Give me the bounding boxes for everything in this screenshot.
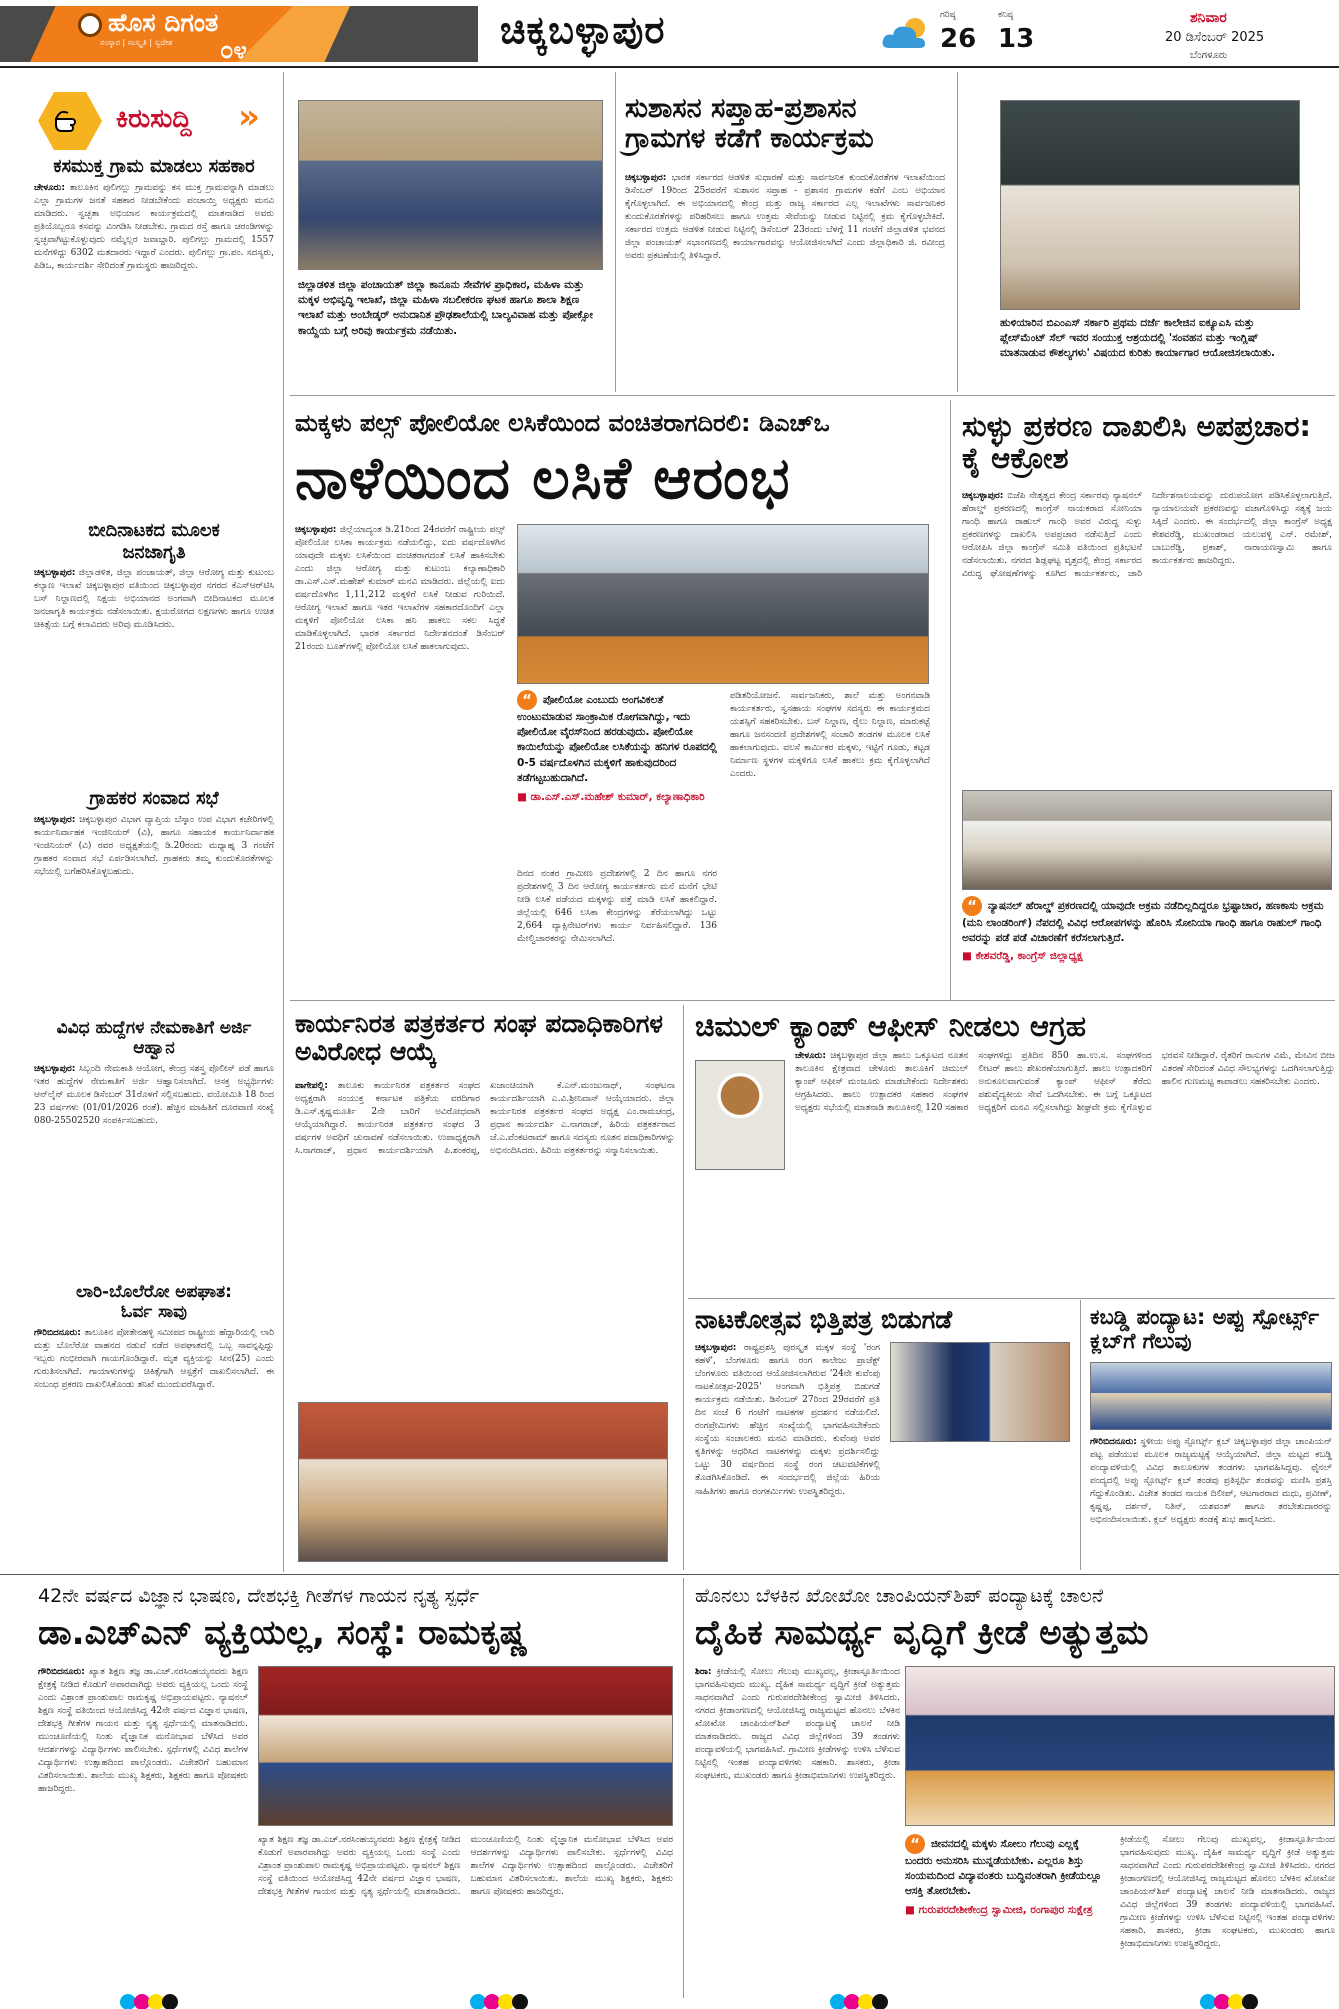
- quote-icon: “: [517, 690, 537, 710]
- pull-quote: [962, 896, 1332, 965]
- story-text: ತಾಲೂಕು ಕಾರ್ಯನಿರತ ಪತ್ರಕರ್ತರ ಸಂಘದ ಅಧ್ಯಕ್ಷರಾಗಿ ಸಂಯುಕ್ತ ಕರ್ನಾಟಕ ಪತ್ರಿಕೆಯ ವರದಿಗಾರ ಡಿ.ಎಸ್.ಕೃಷ್ಣಮೂರ್ತಿ 2ನೇ ಬಾರಿಗೆ ಅವಿರೋಧವಾಗಿ ಆಯ್ಕೆಯಾಗಿದ್ದಾರೆ. ಕಾರ್ಯನಿರತ ಪತ್ರಕರ್ತರ ಸಂಘದ 3 ವರ್ಷಗಳ ಅವಧಿಗೆ ಚುನಾವಣೆ ನಡೆಸಲಾಯಿತು. ಉಪಾಧ್ಯಕ್ಷರಾಗಿ ಸಿ.ನಾಗರಾಜ್, ಪ್ರಧಾನ ಕಾರ್ಯದರ್ಶಿಯಾಗಿ ಪಿ.ಶಂಕರಪ್ಪ, ಖಜಾಂಚಿಯಾಗಿ ಕೆ.ಎನ್.ಮಂಜುನಾಥ್, ಸಂಘಟನಾ ಕಾರ್ಯದರ್ಶಿಯಾಗಿ ಎ.ವಿ.ಶ್ರೀನಿವಾಸ್ ಆಯ್ಕೆಯಾದರು. ಜಿಲ್ಲಾ ಕಾರ್ಯನಿರತ ಪತ್ರಕರ್ತರ ಸಂಘದ ಅಧ್ಯಕ್ಷ ಎಂ.ರಾಮಚಂದ್ರ, ಪ್ರಧಾನ ಕಾರ್ಯದರ್ಶಿ ಎ.ನಾಗರಾಜ್, ಹಿರಿಯ ಪತ್ರಕರ್ತರಾದ ಜೆ.ಎ.ವೆಂಕಟರಾಮ್ ಹಾಗೂ ಸದಸ್ಯರು ನೂತನ ಪದಾಧಿಕಾರಿಗಳನ್ನು ಅಭಿನಂದಿಸಿದರು. ಹಿರಿಯ ಪತ್ರಕರ್ತರನ್ನು ಸನ್ಮಾನಿಸಲಾಯಿತು.: [295, 1081, 675, 1157]
- quote-author-name: ಕೇಶವರೆಡ್ಡಿ, ಕಾಂಗ್ರೆಸ್ ಜಿಲ್ಲಾಧ್ಯಕ್ಷ: [975, 950, 1083, 963]
- city-name: ಚಿಕ್ಕಬಳ್ಳಾಪುರ: [500, 8, 666, 52]
- story-body: [1090, 1436, 1332, 1566]
- black-dot: [1242, 1994, 1258, 2009]
- story-text: ಭಾರತ ಸರ್ಕಾರದ ಆಡಳಿತ ಸುಧಾರಣೆ ಮತ್ತು ಸಾರ್ವಜನಿಕ ಕುಂದುಕೊರತೆಗಳ ಇಲಾಖೆಯಿಂದ ಡಿಸೆಂಬರ್ 19ರಿಂದ 25ರವರೆಗೆ ಸುಶಾಸನ ಸಪ್ತಾಹ - ಪ್ರಶಾಸನ ಗ್ರಾಮಗಳ ಕಡೆಗೆ ಎಂಬ ಅಭಿಯಾನ ಕೈಗೊಳ್ಳಲಾಗಿದೆ. ಈ ಅಭಿಯಾನದಲ್ಲಿ ಕೇಂದ್ರ ಮತ್ತು ರಾಜ್ಯ ಸರ್ಕಾರದ ಎಲ್ಲ ಇಲಾಖೆಗಳು ಸಾರ್ವಜನಿಕರ ಕುಂದುಕೊರತೆಗಳನ್ನು ಪರಿಹರಿಸಲು ಹಾಗೂ ಉತ್ತಮ ಸೇವೆಯನ್ನು ನೀಡುವ ನಿಟ್ಟಿನಲ್ಲಿ ಕ್ರಮ ಕೈಗೊಳ್ಳಬೇಕಿದೆ. ಸರ್ಕಾರದ ಉತ್ತಮ ಆಡಳಿತ ನೀಡುವ ನಿಟ್ಟಿನಲ್ಲಿ ಡಿಸೆಂಬರ್ 23ರಂದು ಬೆಳಗ್ಗೆ 11 ಗಂಟೆಗೆ ಜಿಲ್ಲಾಡಳಿತ ಭವನದ ಜಿಲ್ಲಾ ಪಂಚಾಯತ್ ಸಭಾಂಗಣದಲ್ಲಿ ಕಾರ್ಯಾಗಾರವನ್ನು ಆಯೋಜಿಸಲಾಗಿದೆ ಎಂದು ಜಿಲ್ಲಾಧಿಕಾರಿ ಜಿ. ರವೀಂದ್ರ ಅವರು ಪ್ರಕಟಣೆಯಲ್ಲಿ ತಿಳಿಸಿದ್ದಾರೆ.: [625, 173, 945, 262]
- photo-workshop: [1000, 100, 1300, 310]
- masthead: [0, 0, 1339, 68]
- black-dot: [162, 1994, 178, 2009]
- max-temp: 26: [940, 24, 977, 54]
- story-body-continued: ಪಡಿತರಿಯೋಜನೆ. ಸಾರ್ವಜನಿಕರು, ಶಾಲೆ ಮತ್ತು ಅಂಗನವಾಡಿ ಕಾರ್ಯಕರ್ತರು, ಸ್ವಸಹಾಯ ಸಂಘಗಳ ಸದಸ್ಯರು ಈ ಕಾರ್ಯಕ್ರಮದ ಯಶಸ್ಸಿಗೆ ಸಹಕರಿಸಬೇಕು. ಬಸ್ ನಿಲ್ದಾಣ, ರೈಲು ನಿಲ್ದಾಣ, ಮಾರುಕಟ್ಟೆ ಹಾಗೂ ಜನಸಂದಣಿ ಪ್ರದೇಶಗಳಲ್ಲಿ ಸಂಚಾರಿ ತಂಡಗಳ ಮೂಲಕ ಲಸಿಕೆ ಹಾಕಲಾಗುವುದು. ವಲಸೆ ಕಾರ್ಮಿಕರ ಮಕ್ಕಳು, ಇಟ್ಟಿಗೆ ಗೂಡು, ಕಟ್ಟಡ ನಿರ್ಮಾಣ ಸ್ಥಳಗಳ ಮಕ್ಕಳಿಗೂ ಲಸಿಕೆ ಹಾಕಲು ಕ್ರಮ ಕೈಗೊಳ್ಳಲಾಗಿದೆ ಎಂದರು.: [730, 691, 930, 780]
- story-text: ಚಿಕ್ಕಬಳ್ಳಾಪುರ ಜಿಲ್ಲಾ ಹಾಲು ಒಕ್ಕೂಟದ ನೂತನ ತಾಲೂಕಿನ ಕ್ಷೇತ್ರವಾದ ಚೇಳೂರು ತಾಲೂಕಿಗೆ ಚಿಮುಲ್ ಕ್ಯಾಂಪ್ ಆಫೀಸ್ ಮಂಜೂರು ಮಾಡಬೇಕೆಂದು ನಿರ್ದೇಶಕರು ಆಗ್ರಹಿಸಿದರು. ಹಾಲು ಉತ್ಪಾದಕರ ಸಹಕಾರ ಸಂಘಗಳ ಅಧ್ಯಕ್ಷರು ಸಭೆಯಲ್ಲಿ ಮಾತನಾಡಿ ತಾಲೂಕಿನಲ್ಲಿ 120 ಸಹಕಾರ ಸಂಘಗಳಿದ್ದು ಪ್ರತಿದಿನ 850 ಹಾ.ಉ.ಸ. ಸಂಘಗಳಿಂದ ಲೀಟರ್ ಹಾಲು ಶೇಖರಣೆಯಾಗುತ್ತಿದೆ. ಹಾಲು ಉತ್ಪಾದಕರಿಗೆ ಅನುಕೂಲವಾಗುವಂತೆ ಕ್ಯಾಂಪ್ ಆಫೀಸ್ ತೆರೆದು ಪಶುವೈದ್ಯಕೀಯ ಸೇವೆ ಒದಗಿಸಬೇಕು. ಈ ಬಗ್ಗೆ ಒಕ್ಕೂಟದ ಅಧ್ಯಕ್ಷರಿಗೆ ಮನವಿ ಸಲ್ಲಿಸಲಾಗಿದ್ದು ಶೀಘ್ರವೇ ಕ್ರಮ ಕೈಗೊಳ್ಳುವ ಭರವಸೆ ನೀಡಿದ್ದಾರೆ. ರೈತರಿಗೆ ರಾಸುಗಳ ವಿಮೆ, ಮೇವಿನ ಬೀಜ ವಿತರಣೆ ಸೇರಿದಂತೆ ವಿವಿಧ ಸೌಲಭ್ಯಗಳನ್ನು ಒದಗಿಸಲಾಗುತ್ತಿದ್ದು ಹಾಲಿನ ಗುಣಮಟ್ಟ ಕಾಪಾಡಲು ಸಹಕರಿಸಬೇಕು ಎಂದರು.: [795, 1051, 1335, 1114]
- brief-dateline: ಚಿಕ್ಕಬಳ್ಳಾಪುರ:: [34, 1063, 76, 1074]
- black-dot: [512, 1994, 528, 2009]
- quote-author: ■ ಗುರುಪರದೇಶೀಕೇಂದ್ರ ಸ್ವಾಮೀಜಿ, ರಂಗಾಪುರ ಸುಕ್ಷೇತ್ರ: [905, 1903, 1093, 1916]
- photo-congress-protest: [962, 790, 1332, 890]
- brief-dateline: ಗೌರಿಬಿದನೂರು:: [34, 1327, 81, 1338]
- min-temp: 13: [998, 24, 1035, 54]
- quote-icon: “: [905, 1834, 925, 1854]
- story-body: [38, 1666, 248, 1996]
- row-rule: [290, 1000, 1335, 1001]
- dateline: ಚಿಕ್ಕಬಳ್ಳಾಪುರ:: [295, 525, 337, 535]
- dateline: ಪಾಗೇಪಲ್ಲಿ:: [295, 1081, 328, 1091]
- story-body-continued: ಕ್ರೀಡೆಯಲ್ಲಿ ಸೋಲು ಗೆಲುವು ಮುಖ್ಯವಲ್ಲ, ಕ್ರೀಡಾಸ್ಫೂರ್ತಿಯಿಂದ ಭಾಗವಹಿಸುವುದು ಮುಖ್ಯ. ದೈಹಿಕ ಸಾಮರ್ಥ್ಯ ವೃದ್ಧಿಗೆ ಕ್ರೀಡೆ ಅತ್ಯುತ್ತಮ ಸಾಧನವಾಗಿದೆ ಎಂದು ಗುರುಪರದೇಶೀಕೇಂದ್ರ ಸ್ವಾಮೀಜಿ ತಿಳಿಸಿದರು. ನಗರದ ಕ್ರೀಡಾಂಗಣದಲ್ಲಿ ಆಯೋಜಿಸಿದ್ದ ರಾಜ್ಯಮಟ್ಟದ ಹೊನಲು ಬೆಳಕಿನ ಖೋಖೋ ಚಾಂಪಿಯನ್‌ಶಿಪ್ ಪಂದ್ಯಾಟಕ್ಕೆ ಚಾಲನೆ ನೀಡಿ ಮಾತನಾಡಿದರು. ರಾಜ್ಯದ ವಿವಿಧ ಜಿಲ್ಲೆಗಳಿಂದ 39 ತಂಡಗಳು ಪಂದ್ಯಾವಳಿಯಲ್ಲಿ ಭಾಗವಹಿಸಿವೆ. ಗ್ರಾಮೀಣ ಕ್ರೀಡೆಗಳನ್ನು ಉಳಿಸಿ ಬೆಳೆಸುವ ನಿಟ್ಟಿನಲ್ಲಿ ಇಂತಹ ಪಂದ್ಯಾವಳಿಗಳು ಸಹಕಾರಿ. ಶಾಸಕರು, ಕ್ರೀಡಾ ಸಂಘಟಕರು, ಮುಖಂಡರು ಹಾಗೂ ಕ್ರೀಡಾಭಿಮಾನಿಗಳು ಉಪಸ್ಥಿತರಿದ್ದರು.: [1120, 1835, 1335, 1950]
- story-body: [295, 524, 505, 984]
- brief-title: ಬೀದಿನಾಟಕದ ಮೂಲಕ ಜನಜಾಗೃತಿ: [88, 520, 220, 563]
- column-rule: [283, 72, 284, 1572]
- story-body: [625, 172, 945, 382]
- photo-director-portrait: [695, 1060, 785, 1170]
- weather-cloud-icon: [877, 14, 937, 54]
- logo-tagline: ಸಂಸ್ಕಾರ | ಸಂಸ್ಕೃತಿ | ಸ್ವದೇಶ: [100, 38, 173, 47]
- brief-title: ವಿವಿಧ ಹುದ್ದೆಗಳ ನೇಮಕಾತಿಗೆ ಅರ್ಜಿ ಆಹ್ವಾನ: [56, 1018, 252, 1059]
- dateline: ಚೇಳೂರು:: [795, 1051, 826, 1061]
- dateline: ಗೌರಿಬಿದನೂರು:: [1090, 1437, 1137, 1447]
- edition: ಬೆಂಗಳೂರು: [1190, 50, 1228, 61]
- quote-text: ನ್ಯಾಷನಲ್ ಹೆರಾಲ್ಡ್ ಪ್ರಕರಣದಲ್ಲಿ ಯಾವುದೇ ಅಕ್ರಮ ನಡೆದಿಲ್ಲದಿದ್ದರೂ ಭ್ರಷ್ಟಾಚಾರ, ಹಣಕಾಸು ಅಕ್ರಮ (ಮನಿ ಲಾಂಡರಿಂಗ್) ನೆಪದಲ್ಲಿ ವಿವಿಧ ಆರೋಪಗಳನ್ನು ಹೊರಿಸಿ ಸೋನಿಯಾ ಗಾಂಧಿ ಹಾಗೂ ರಾಹುಲ್ ಗಾಂಧಿ ಅವರನ್ನು ಪಡೆ ಪಡೆ ವಿಚಾರಣೆಗೆ ಕರೆಸಲಾಗುತ್ತಿದೆ.: [962, 900, 1324, 945]
- headline-kho: ದೈಹಿಕ ಸಾಮರ್ಥ್ಯ ವೃದ್ಧಿಗೆ ಕ್ರೀಡೆ ಅತ್ಯುತ್ತಮ: [695, 1613, 1149, 1653]
- brief-title: ಗ್ರಾಹಕರ ಸಂವಾದ ಸಭೆ: [89, 788, 219, 809]
- page-number: ೦೪: [220, 36, 247, 64]
- registration-marks: [120, 1994, 180, 2008]
- hn-kicker: 42ನೇ ವರ್ಷದ ವಿಜ್ಞಾನ ಭಾಷಣ, ದೇಶಭಕ್ತಿ ಗೀತೆಗಳ ಗಾಯನ ನೃತ್ಯ ಸ್ಪರ್ಧೆ: [38, 1585, 480, 1607]
- brief-body: [34, 1063, 274, 1263]
- pointing-hand-icon: [52, 105, 88, 137]
- headline-chimul: ಚಿಮುಲ್ ಕ್ಯಾಂಪ್ ಆಫೀಸ್ ನೀಡಲು ಆಗ್ರಹ: [695, 1009, 1086, 1043]
- story-body: [695, 1666, 900, 1996]
- dateline: ಚಿಕ್ಕಬಳ್ಳಾಪುರ:: [962, 491, 1004, 501]
- registration-marks: [470, 1994, 530, 2008]
- photo-journalists-group: [298, 1402, 668, 1562]
- polio-headline: ನಾಳೆಯಿಂದ ಲಸಿಕೆ ಆರಂಭ: [295, 444, 791, 512]
- brief-item: [34, 1018, 274, 1263]
- kirusuddi-k1: ಕಿರು: [116, 104, 151, 134]
- pull-quote: [905, 1834, 1110, 1918]
- quote-author: ■ ಕೇಶವರೆಡ್ಡಿ, ಕಾಂಗ್ರೆಸ್ ಜಿಲ್ಲಾಧ್ಯಕ್ಷ: [962, 950, 1083, 963]
- brief-title: ಕಸಮುಕ್ತ ಗ್ರಾಮ ಮಾಡಲು ಸಹಕಾರ: [53, 156, 255, 177]
- photo-science-lecture: [258, 1666, 673, 1826]
- max-temp-label: ಗರಿಷ್ಠ: [940, 10, 956, 20]
- column-rule: [615, 72, 616, 392]
- dateline: ಶಿರಾ:: [695, 1667, 712, 1677]
- photo-awareness-program: [298, 100, 603, 270]
- column-rule: [683, 1005, 684, 1570]
- polio-kicker: ಮಕ್ಕಳು ಪಲ್ಸ್ ಪೋಲಿಯೋ ಲಸಿಕೆಯಿಂದ ವಂಚಿತರಾಗದಿರಲಿ: ಡಿಎಚ್ಒ: [295, 409, 830, 437]
- issue-date: 20 ಡಿಸೆಂಬರ್ 2025: [1165, 30, 1265, 45]
- headline-natakotsava: ನಾಟಕೋತ್ಸವ ಭಿತ್ತಿಪತ್ರ ಬಿಡುಗಡೆ: [695, 1305, 953, 1334]
- kirusuddi-badge: [38, 92, 270, 150]
- brief-item: [34, 1282, 274, 1557]
- photo-kabaddi-team: [1090, 1362, 1332, 1430]
- issue-day: ಶನಿವಾರ: [1190, 10, 1227, 26]
- brief-title: ಲಾರಿ-ಬೊಲೆರೋ ಅಪಘಾತ: ಓರ್ವ ಸಾವು: [76, 1282, 232, 1323]
- brief-item: [34, 520, 274, 772]
- kirusuddi-title: [116, 104, 191, 135]
- quote-author-name: ಡಾ.ಎಸ್.ಎಸ್.ಮಹೇಶ್ ಕುಮಾರ್, ಕಲ್ಯಾಣಾಧಿಕಾರಿ: [530, 791, 705, 804]
- photo-caption: ಹುಳಿಯಾರಿನ ಬಿಎಂಎಸ್ ಸರ್ಕಾರಿ ಪ್ರಥಮ ದರ್ಜೆ ಕಾಲೇಜಿನ ಐಕ್ಯೂಎಸಿ ಮತ್ತು ಪ್ಲೇಸ್‌ಮೆಂಟ್ ಸೆಲ್ ಇವರ ಸಂಯುಕ್ತ ಆಶ್ರಯದಲ್ಲಿ 'ಸಂವಹನ ಮತ್ತು ಇಂಗ್ಲಿಷ್ ಮಾತನಾಡುವ ಕೌಶಲ್ಯಗಳು' ವಿಷಯದ ಕುರಿತು ಕಾರ್ಯಾಗಾರ ಆಯೋಜಿಸಲಾಯಿತು.: [1000, 317, 1276, 360]
- black-dot: [872, 1994, 888, 2009]
- story-body-continued: ಖ್ಯಾತ ಶಿಕ್ಷಣ ತಜ್ಞ ಡಾ.ಎಚ್.ನರಸಿಂಹಯ್ಯನವರು ಶಿಕ್ಷಣ ಕ್ಷೇತ್ರಕ್ಕೆ ನೀಡಿದ ಕೊಡುಗೆ ಅಪಾರವಾಗಿದ್ದು ಅವರು ವ್ಯಕ್ತಿಯಲ್ಲ ಒಂದು ಸಂಸ್ಥೆ ಎಂದು ವಿಶ್ರಾಂತ ಪ್ರಾಂಶುಪಾಲ ರಾಮಕೃಷ್ಣ ಅಭಿಪ್ರಾಯಪಟ್ಟರು. ನ್ಯಾಷನಲ್ ಶಿಕ್ಷಣ ಸಂಸ್ಥೆ ವತಿಯಿಂದ ಆಯೋಜಿಸಿದ್ದ 42ನೇ ವರ್ಷದ ವಿಜ್ಞಾನ ಭಾಷಣ, ದೇಶಭಕ್ತಿ ಗೀತೆಗಳ ಗಾಯನ ಮತ್ತು ನೃತ್ಯ ಸ್ಪರ್ಧೆಯಲ್ಲಿ ಮಾತನಾಡಿದರು. ಮುಂಚೂಣಿಯಲ್ಲಿ ನಿಂತು ವೈಜ್ಞಾನಿಕ ಮನೋಭಾವ ಬೆಳೆಸಿದ ಅವರ ಆದರ್ಶಗಳನ್ನು ವಿದ್ಯಾರ್ಥಿಗಳು ಪಾಲಿಸಬೇಕು. ಸ್ಪರ್ಧೆಗಳಲ್ಲಿ ವಿವಿಧ ಶಾಲೆಗಳ ವಿದ್ಯಾರ್ಥಿಗಳು ಉತ್ಸಾಹದಿಂದ ಪಾಲ್ಗೊಂಡರು. ವಿಜೇತರಿಗೆ ಬಹುಮಾನ ವಿತರಿಸಲಾಯಿತು. ಶಾಲೆಯ ಮುಖ್ಯ ಶಿಕ್ಷಕರು, ಶಿಕ್ಷಕರು ಹಾಗೂ ಪೋಷಕರು ಹಾಜರಿದ್ದರು.: [258, 1835, 673, 1898]
- brief-dateline: ಚಿಕ್ಕಬಳ್ಳಾಪುರ:: [34, 814, 76, 825]
- story-body: [962, 490, 1332, 786]
- quote-author: ■ ಡಾ.ಎಸ್.ಎಸ್.ಮಹೇಶ್ ಕುಮಾರ್, ಕಲ್ಯಾಣಾಧಿಕಾರಿ: [517, 791, 705, 804]
- story-text: ಸ್ಥಳೀಯ ಅಪ್ಪು ಸ್ಪೋರ್ಟ್ಸ್ ಕ್ಲಬ್ ಚಿಕ್ಕಬಳ್ಳಾಪುರ ಜಿಲ್ಲಾ ಚಾಂಪಿಯನ್ ಪಟ್ಟ ಪಡೆಯುವ ಮೂಲಕ ರಾಜ್ಯಮಟ್ಟಕ್ಕೆ ಆಯ್ಕೆಯಾಗಿದೆ. ಜಿಲ್ಲಾ ಮಟ್ಟದ ಕಬಡ್ಡಿ ಪಂದ್ಯಾವಳಿಯಲ್ಲಿ ವಿವಿಧ ತಾಲೂಕುಗಳ ತಂಡಗಳು ಭಾಗವಹಿಸಿದ್ದವು. ಫೈನಲ್ ಪಂದ್ಯದಲ್ಲಿ ಅಪ್ಪು ಸ್ಪೋರ್ಟ್ಸ್ ಕ್ಲಬ್ ತಂಡವು ಪ್ರತಿಸ್ಪರ್ಧಿ ತಂಡವನ್ನು ಮಣಿಸಿ ಪ್ರಶಸ್ತಿ ಗೆದ್ದುಕೊಂಡಿತು. ವಿಜೇತ ತಂಡದ ನಾಯಕ ದಿಲೀಪ್, ಆಟಗಾರರಾದ ಮಧು, ಪ್ರವೀಣ್, ಕೃಷ್ಣಪ್ಪ, ದರ್ಶನ್, ನಿತಿನ್, ಯಶವಂತ್ ಹಾಗೂ ತರಬೇತುದಾರರನ್ನು ಅಭಿನಂದಿಸಲಾಯಿತು. ಕ್ಲಬ್ ಅಧ್ಯಕ್ಷರು ತಂಡಕ್ಕೆ ಶುಭ ಹಾರೈಸಿದರು.: [1090, 1437, 1332, 1526]
- brief-text: ಸಿಬ್ಬಂದಿ ನೇಮಕಾತಿ ಆಯೋಗ, ಕೇಂದ್ರ ಸಶಸ್ತ್ರ ಪೊಲೀಸ್ ಪಡೆ ಹಾಗೂ ಇತರ ಹುದ್ದೆಗಳ ನೇಮಕಾತಿಗೆ ಅರ್ಜಿ ಆಹ್ವಾನಿಸಲಾಗಿದೆ. ಆಸಕ್ತ ಅಭ್ಯರ್ಥಿಗಳು ಆನ್‌ಲೈನ್ ಮೂಲಕ ಡಿಸೆಂಬರ್ 31ರೊಳಗೆ ಸಲ್ಲಿಸಬಹುದು. ವಯೋಮಿತಿ 18 ರಿಂದ 23 ವರ್ಷಗಳು (01/01/2026 ರಂತೆ). ಹೆಚ್ಚಿನ ಮಾಹಿತಿಗೆ ದೂರವಾಣಿ ಸಂಖ್ಯೆ 080-25502520 ಸಂಪರ್ಕಿಸಬಹುದು.: [34, 1063, 274, 1126]
- row-rule: [290, 395, 1335, 396]
- photo-caption: ಜಿಲ್ಲಾಡಳಿತ ಜಿಲ್ಲಾ ಪಂಚಾಯತ್ ಜಿಲ್ಲಾ ಕಾನೂನು ಸೇವೆಗಳ ಪ್ರಾಧಿಕಾರ, ಮಹಿಳಾ ಮತ್ತು ಮಕ್ಕಳ ಅಭಿವೃದ್ಧಿ ಇಲಾಖೆ, ಜಿಲ್ಲಾ ಮಹಿಳಾ ಸಬಲೀಕರಣ ಘಟಕ ಹಾಗೂ ಶಾಲಾ ಶಿಕ್ಷಣ ಇಲಾಖೆ ಮತ್ತು ಅಂಬೇಡ್ಕರ್ ಅನುದಾನಿತ ಪ್ರೌಢಶಾಲೆಯಲ್ಲಿ ಬಾಲ್ಯವಿವಾಹ ಮತ್ತು ಪೋಕ್ಸೋ ಕಾಯ್ದೆಯ ಬಗ್ಗೆ ಅರಿವು ಕಾರ್ಯಕ್ರಮ ನಡೆಯಿತು.: [298, 279, 593, 337]
- registration-marks: [1200, 1994, 1260, 2008]
- brief-body: [34, 567, 274, 772]
- headline-hn: ಡಾ.ಎಚ್ಎನ್ ವ್ಯಕ್ತಿಯಲ್ಲ, ಸಂಸ್ಥೆ: ರಾಮಕೃಷ್ಣ: [38, 1613, 528, 1653]
- masthead-rule: [0, 66, 1339, 68]
- brief-text: ಚಿಕ್ಕಬಳ್ಳಾಪುರ ವಿಭಾಗ ವ್ಯಾಪ್ತಿಯ ಬೆಸ್ಕಾಂ ಉಪ ವಿಭಾಗ ಕಚೇರಿಗಳಲ್ಲಿ ಕಾರ್ಯನಿರ್ವಾಹಕ ಇಂಜಿನಿಯರ್ (ವಿ), ಹಾಗೂ ಸಹಾಯಕ ಕಾರ್ಯನಿರ್ವಾಹಕ ಇಂಜಿನಿಯರ್ (ವಿ) ರವರ ಅಧ್ಯಕ್ಷತೆಯಲ್ಲಿ ಡಿ.20ರಂದು ಮಧ್ಯಾಹ್ನ 3 ಗಂಟೆಗೆ ಗ್ರಾಹಕರ ಸಂವಾದ ಸಭೆ ಏರ್ಪಡಿಸಲಾಗಿದೆ. ಗ್ರಾಹಕರು ತಮ್ಮ ಕುಂದುಕೊರತೆಗಳನ್ನು ಸಭೆಯಲ್ಲಿ ಬಗೆಹರಿಸಿಕೊಳ್ಳಬಹುದು.: [34, 814, 274, 877]
- photo-poster-release: [890, 1342, 1070, 1442]
- quote-icon: “: [962, 896, 982, 916]
- min-temp-label: ಕನಿಷ್ಠ: [998, 10, 1014, 20]
- headline-text: ಸುಳ್ಳು ಪ್ರಕರಣ ದಾಖಲಿಸಿ ಅಪಪ್ರಚಾರ: ಕೈ ಆಕ್ರೋಶ: [962, 409, 1312, 476]
- brief-text: ತಾಲೂಕಿನ ಪೋತೇನಹಳ್ಳಿ ಸಮೀಪದ ರಾಷ್ಟ್ರೀಯ ಹೆದ್ದಾರಿಯಲ್ಲಿ ಲಾರಿ ಮತ್ತು ಬೊಲೆರೋ ವಾಹನದ ನಡುವೆ ನಡೆದ ಅಪಘಾತದಲ್ಲಿ ಒಬ್ಬ ಸಾವನ್ನಪ್ಪಿದ್ದು ಇಬ್ಬರು ಗಂಭೀರವಾಗಿ ಗಾಯಗೊಂಡಿದ್ದಾರೆ. ಮೃತ ವ್ಯಕ್ತಿಯನ್ನು ಸೀನ(25) ಎಂದು ಗುರುತಿಸಲಾಗಿದೆ. ಗಾಯಾಳುಗಳನ್ನು ಚಿಕಿತ್ಸೆಗಾಗಿ ಆಸ್ಪತ್ರೆಗೆ ದಾಖಲಿಸಲಾಗಿದೆ. ಈ ಸಂಬಂಧ ಪ್ರಕರಣ ದಾಖಲಿಸಿಕೊಂಡು ತನಿಖೆ ಮುಂದುವರೆಸಿದ್ದಾರೆ.: [34, 1327, 274, 1390]
- photo-polio-launch: [517, 524, 929, 684]
- chevron-right-icon: »: [238, 97, 260, 137]
- brief-dateline: ಚಿಕ್ಕಬಳ್ಳಾಪುರ:: [34, 568, 76, 579]
- story-body-continued: ದಿನದ ನಂತರ ಗ್ರಾಮೀಣ ಪ್ರದೇಶಗಳಲ್ಲಿ 2 ದಿನ ಹಾಗೂ ನಗರ ಪ್ರದೇಶಗಳಲ್ಲಿ 3 ದಿನ ಆರೋಗ್ಯ ಕಾರ್ಯಕರ್ತರು ಮನೆ ಮನೆಗೆ ಭೇಟಿ ನೀಡಿ ಲಸಿಕೆ ಪಡೆಯದ ಮಕ್ಕಳನ್ನು ಪತ್ತೆ ಮಾಡಿ ಲಸಿಕೆ ಹಾಕಲಿದ್ದಾರೆ. ಜಿಲ್ಲೆಯಲ್ಲಿ 646 ಲಸಿಕಾ ಕೇಂದ್ರಗಳನ್ನು ತೆರೆಯಲಾಗಿದ್ದು ಒಟ್ಟು 2,664 ವ್ಯಾಕ್ಸಿನೇಟರ್‌ಗಳು ಕಾರ್ಯ ನಿರ್ವಹಿಸಲಿದ್ದಾರೆ. 136 ಮೇಲ್ವಿಚಾರಕರನ್ನು ನೇಮಿಸಲಾಗಿದೆ.: [517, 869, 717, 945]
- story-body: [695, 1342, 880, 1562]
- story-text: ರಾಷ್ಟ್ರಪ್ರಶಸ್ತಿ ಪುರಸ್ಕೃತ ಮಕ್ಕಳ ಸಂಸ್ಥೆ 'ರಂಗ ಕಹಳೆ', ಬೆಂಗಳೂರು ಹಾಗೂ ರಂಗ ಕಾಲೇಜು ಪ್ರಾಜೆಕ್ಟ್ ಬೆಂಗಳೂರು ವತಿಯಿಂದ ಆಯೋಜಿಸಲಾಗಿರುವ '24ನೇ ಕುವೆಂಪು ನಾಟಕೋತ್ಸವ-2025' ಅಂಗವಾಗಿ ಭಿತ್ತಿಪತ್ರ ಬಿಡುಗಡೆ ಕಾರ್ಯಕ್ರಮ ನಡೆಯಿತು. ಡಿಸೆಂಬರ್ 27ರಿಂದ 29ರವರೆಗೆ ಪ್ರತಿ ದಿನ ಸಂಜೆ 6 ಗಂಟೆಗೆ ನಾಟಕಗಳ ಪ್ರದರ್ಶನ ನಡೆಯಲಿದೆ. ರಂಗಪ್ರೇಮಿಗಳು ಹೆಚ್ಚಿನ ಸಂಖ್ಯೆಯಲ್ಲಿ ಭಾಗವಹಿಸಬೇಕೆಂದು ಸಂಸ್ಥೆಯ ಸಂಚಾಲಕರು ಮನವಿ ಮಾಡಿದರು. ಕುವೆಂಪು ಅವರ ಕೃತಿಗಳನ್ನು ಆಧರಿಸಿದ ನಾಟಕಗಳನ್ನು ಮಕ್ಕಳು ಪ್ರದರ್ಶಿಸಲಿದ್ದು ಒಟ್ಟು 30 ವರ್ಷದಿಂದ ಸಂಸ್ಥೆ ರಂಗ ಚಟುವಟಿಕೆಗಳಲ್ಲಿ ತೊಡಗಿಸಿಕೊಂಡಿದೆ. ಈ ಸಂದರ್ಭದಲ್ಲಿ ಜಿಲ್ಲೆಯ ಹಿರಿಯ ಸಾಹಿತಿಗಳು ಹಾಗೂ ರಂಗಕರ್ಮಿಗಳು ಉಪಸ್ಥಿತರಿದ್ದರು.: [695, 1343, 880, 1497]
- story-text: ಕ್ರೀಡೆಯಲ್ಲಿ ಸೋಲು ಗೆಲುವು ಮುಖ್ಯವಲ್ಲ, ಕ್ರೀಡಾಸ್ಫೂರ್ತಿಯಿಂದ ಭಾಗವಹಿಸುವುದು ಮುಖ್ಯ. ದೈಹಿಕ ಸಾಮರ್ಥ್ಯ ವೃದ್ಧಿಗೆ ಕ್ರೀಡೆ ಅತ್ಯುತ್ತಮ ಸಾಧನವಾಗಿದೆ ಎಂದು ಗುರುಪರದೇಶೀಕೇಂದ್ರ ಸ್ವಾಮೀಜಿ ತಿಳಿಸಿದರು. ನಗರದ ಕ್ರೀಡಾಂಗಣದಲ್ಲಿ ಆಯೋಜಿಸಿದ್ದ ರಾಜ್ಯಮಟ್ಟದ ಹೊನಲು ಬೆಳಕಿನ ಖೋಖೋ ಚಾಂಪಿಯನ್‌ಶಿಪ್ ಪಂದ್ಯಾಟಕ್ಕೆ ಚಾಲನೆ ನೀಡಿ ಮಾತನಾಡಿದರು. ರಾಜ್ಯದ ವಿವಿಧ ಜಿಲ್ಲೆಗಳಿಂದ 39 ತಂಡಗಳು ಪಂದ್ಯಾವಳಿಯಲ್ಲಿ ಭಾಗವಹಿಸಿವೆ. ಗ್ರಾಮೀಣ ಕ್ರೀಡೆಗಳನ್ನು ಉಳಿಸಿ ಬೆಳೆಸುವ ನಿಟ್ಟಿನಲ್ಲಿ ಇಂತಹ ಪಂದ್ಯಾವಳಿಗಳು ಸಹಕಾರಿ. ಶಾಸಕರು, ಕ್ರೀಡಾ ಸಂಘಟಕರು, ಮುಖಂಡರು ಹಾಗೂ ಕ್ರೀಡಾಭಿಮಾನಿಗಳು ಉಪಸ್ಥಿತರಿದ್ದರು.: [695, 1667, 900, 1782]
- brief-text: ಜಿಲ್ಲಾಡಳಿತ, ಜಿಲ್ಲಾ ಪಂಚಾಯತ್, ಜಿಲ್ಲಾ ಆರೋಗ್ಯ ಮತ್ತು ಕುಟುಂಬ ಕಲ್ಯಾಣ ಇಲಾಖೆ ಚಿಕ್ಕಬಳ್ಳಾಪುರ ವತಿಯಿಂದ ಚಿಕ್ಕಬಳ್ಳಾಪುರ ನಗರದ ಕೆಎಸ್ಆರ್‌ಟಿಸಿ ಬಸ್ ನಿಲ್ದಾಣದಲ್ಲಿ ನಿಕ್ಷಯ ಅಭಿಯಾನದ ಅಂಗವಾಗಿ ಬೀದಿನಾಟಕದ ಮೂಲಕ ಜನಜಾಗೃತಿ ಕಾರ್ಯಕ್ರಮ ನಡೆಸಲಾಯಿತು. ಕ್ಷಯರೋಗದ ಲಕ್ಷಣಗಳು ಹಾಗೂ ಉಚಿತ ಚಿಕಿತ್ಸೆಯ ಬಗ್ಗೆ ಕಲಾವಿದರು ಅರಿವು ಮೂಡಿಸಿದರು.: [34, 568, 274, 631]
- pull-quote: [517, 690, 717, 805]
- logo: ಹೊಸ ದಿಗಂತ: [108, 8, 219, 37]
- column-rule: [950, 400, 951, 1000]
- column-rule: [683, 1578, 684, 1998]
- brief-item: [34, 788, 274, 1034]
- brief-dateline: ಚೇಳೂರು:: [34, 182, 65, 193]
- quote-text: ಜೀವನದಲ್ಲಿ ಮಕ್ಕಳು ಸೋಲು ಗೆಲುವು ಎಲ್ಲಕ್ಕೆ ಬಂದರು ಅನುಸರಿಸಿ ಮುನ್ನಡೆಯಬೇಕು. ಎಲ್ಲರೂ ಶಿಸ್ತು ಸಂಯಮದಿಂದ ವಿದ್ಯಾವಂತರು ಬುದ್ಧಿವಂತರಾಗಿ ಕ್ರೀಡೆಯಲ್ಲೂ ಆಸಕ್ತಿ ತೋರಬೇಕು.: [905, 1838, 1102, 1898]
- brief-body: [34, 1327, 274, 1557]
- kho-kicker: ಹೊನಲು ಬೆಳಕಿನ ಖೋಖೋ ಚಾಂಪಿಯನ್‌ಶಿಪ್ ಪಂದ್ಯಾಟಕ್ಕೆ ಚಾಲನೆ: [695, 1585, 1104, 1607]
- quote-author-name: ಗುರುಪರದೇಶೀಕೇಂದ್ರ ಸ್ವಾಮೀಜಿ, ರಂಗಾಪುರ ಸುಕ್ಷೇತ್ರ: [918, 1903, 1093, 1916]
- brief-text: ತಾಲೂಕಿನ ಪುಲಿಗಲ್ಲು ಗ್ರಾಮವನ್ನು ಕಸ ಮುಕ್ತ ಗ್ರಾಮವನ್ನಾಗಿ ಮಾಡಲು ಎಲ್ಲಾ ಗ್ರಾಮಗಳ ಜನತೆ ಸಹಕಾರ ನೀಡಬೇಕೆಂದು ಪಂಚಾಯ್ತಿ ಅಧ್ಯಕ್ಷರು ಮನವಿ ಮಾಡಿದರು. ಸ್ವಚ್ಛತಾ ಅಭಿಯಾನ ಕಾರ್ಯಕ್ರಮದಲ್ಲಿ ಮಾತನಾಡಿದ ಅವರು ಪ್ರತಿಯೊಬ್ಬರೂ ಕಸವನ್ನು ವಿಂಗಡಿಸಿ ನೀಡಬೇಕು. ಗ್ರಾಮದ ರಸ್ತೆ ಹಾಗೂ ಚರಂಡಿಗಳನ್ನು ಸ್ವಚ್ಛವಾಗಿಟ್ಟುಕೊಳ್ಳುವುದು ನಮ್ಮೆಲ್ಲರ ಜವಾಬ್ದಾರಿ. ಪುಲಿಗಲ್ಲು ಗ್ರಾಮದಲ್ಲಿ 1557 ಮನೆಗಳಿದ್ದು 6302 ಮತದಾರರು ಇದ್ದಾರೆ ಎಂದರು. ಪುಲಿಗಲ್ಲು ಗ್ರಾ.ಪಂ. ಸದಸ್ಯರು, ಪಿಡಿಒ, ಕಾರ್ಯದರ್ಶಿ ಸೇರಿದಂತೆ ಗ್ರಾಮಸ್ಥರು ಹಾಜರಿದ್ದರು.: [34, 182, 274, 271]
- quote-text: ಪೋಲಿಯೋ ಎಂಬುದು ಅಂಗವಿಕಲತೆ ಉಂಟುಮಾಡುವ ಸಾಂಕ್ರಾಮಿಕ ರೋಗವಾಗಿದ್ದು, ಇದು ಪೋಲಿಯೋ ವೈರಸ್‌ನಿಂದ ಹರಡುವುದು. ಪೋಲಿಯೋ ಕಾಯಿಲೆಯನ್ನು ಪೋಲಿಯೋ ಲಸಿಕೆಯನ್ನು ಹನಿಗಳ ರೂಪದಲ್ಲಿ 0-5 ವರ್ಷದೊಳಗಿನ ಮಕ್ಕಳಿಗೆ ಹಾಕುವುದರಿಂದ ತಡೆಗಟ್ಟಬಹುದಾಗಿದೆ.: [517, 694, 717, 784]
- headline-sushasana: ಸುಶಾಸನ ಸಪ್ತಾಹ-ಪ್ರಶಾಸನ ಗ್ರಾಮಗಳ ಕಡೆಗೆ ಕಾರ್ಯಕ್ರಮ: [625, 93, 874, 155]
- row-rule: [0, 1574, 1339, 1575]
- column-rule: [1080, 1300, 1081, 1570]
- brief-item: [34, 156, 274, 520]
- logo-emblem-icon: [78, 13, 102, 37]
- brief-body: [34, 814, 274, 1034]
- kirusuddi-k2: ಸುದ್ದಿ: [150, 104, 192, 134]
- column-rule: [957, 72, 958, 392]
- headline-sulla-prakarana: [962, 410, 1334, 475]
- headline-kabaddi: ಕಬಡ್ಡಿ ಪಂದ್ಯಾಟ: ಅಪ್ಪು ಸ್ಪೋರ್ಟ್ಸ್ ಕ್ಲಬ್‌ಗೆ ಗೆಲುವು: [1090, 1305, 1319, 1353]
- dateline: ಗೌರಿಬಿದನೂರು:: [38, 1667, 85, 1677]
- story-text: ಖ್ಯಾತ ಶಿಕ್ಷಣ ತಜ್ಞ ಡಾ.ಎಚ್.ನರಸಿಂಹಯ್ಯನವರು ಶಿಕ್ಷಣ ಕ್ಷೇತ್ರಕ್ಕೆ ನೀಡಿದ ಕೊಡುಗೆ ಅಪಾರವಾಗಿದ್ದು ಅವರು ವ್ಯಕ್ತಿಯಲ್ಲ ಒಂದು ಸಂಸ್ಥೆ ಎಂದು ವಿಶ್ರಾಂತ ಪ್ರಾಂಶುಪಾಲ ರಾಮಕೃಷ್ಣ ಅಭಿಪ್ರಾಯಪಟ್ಟರು. ನ್ಯಾಷನಲ್ ಶಿಕ್ಷಣ ಸಂಸ್ಥೆ ವತಿಯಿಂದ ಆಯೋಜಿಸಿದ್ದ 42ನೇ ವರ್ಷದ ವಿಜ್ಞಾನ ಭಾಷಣ, ದೇಶಭಕ್ತಿ ಗೀತೆಗಳ ಗಾಯನ ಮತ್ತು ನೃತ್ಯ ಸ್ಪರ್ಧೆಯಲ್ಲಿ ಮಾತನಾಡಿದರು. ಮುಂಚೂಣಿಯಲ್ಲಿ ನಿಂತು ವೈಜ್ಞಾನಿಕ ಮನೋಭಾವ ಬೆಳೆಸಿದ ಅವರ ಆದರ್ಶಗಳನ್ನು ವಿದ್ಯಾರ್ಥಿಗಳು ಪಾಲಿಸಬೇಕು. ಸ್ಪರ್ಧೆಗಳಲ್ಲಿ ವಿವಿಧ ಶಾಲೆಗಳ ವಿದ್ಯಾರ್ಥಿಗಳು ಉತ್ಸಾಹದಿಂದ ಪಾಲ್ಗೊಂಡರು. ವಿಜೇತರಿಗೆ ಬಹುಮಾನ ವಿತರಿಸಲಾಯಿತು. ಶಾಲೆಯ ಮುಖ್ಯ ಶಿಕ್ಷಕರು, ಶಿಕ್ಷಕರು ಹಾಗೂ ಪೋಷಕರು ಹಾಜರಿದ್ದರು.: [38, 1667, 248, 1795]
- story-text: ಜಿಲ್ಲೆಯಾದ್ಯಂತ ಡಿ.21ರಿಂದ 24ರವರೆಗೆ ರಾಷ್ಟ್ರೀಯ ಪಲ್ಸ್ ಪೋಲಿಯೋ ಲಸಿಕಾ ಕಾರ್ಯಕ್ರಮ ನಡೆಯಲಿದ್ದು, ಐದು ವರ್ಷದೊಳಗಿನ ಯಾವುದೇ ಮಕ್ಕಳು ಲಸಿಕೆಯಿಂದ ವಂಚಿತರಾಗದಂತೆ ಲಸಿಕೆ ಹಾಕಿಸಬೇಕು ಎಂದು ಜಿಲ್ಲಾ ಆರೋಗ್ಯ ಮತ್ತು ಕುಟುಂಬ ಕಲ್ಯಾಣಾಧಿಕಾರಿ ಡಾ.ಎಸ್.ಎಸ್.ಮಹೇಶ್ ಕುಮಾರ್ ಮನವಿ ಮಾಡಿದರು. ಜಿಲ್ಲೆಯಲ್ಲಿ ಐದು ವರ್ಷದೊಳಗಿನ 1,11,212 ಮಕ್ಕಳಿಗೆ ಲಸಿಕೆ ನೀಡುವ ಗುರಿಯಿದೆ. ಆರೋಗ್ಯ ಇಲಾಖೆ ಹಾಗೂ ಇತರ ಇಲಾಖೆಗಳ ಸಹಕಾರದೊಂದಿಗೆ ಎಲ್ಲಾ ಮಕ್ಕಳಿಗೆ ಪೋಲಿಯೋ ಲಸಿಕಾ ಹನಿ ಹಾಕಲು ಸಕಲ ಸಿದ್ಧತೆ ಮಾಡಿಕೊಳ್ಳಲಾಗಿದೆ. ಭಾರತ ಸರ್ಕಾರದ ನಿರ್ದೇಶನದಂತೆ ಡಿಸೆಂಬರ್ 21ರಂದು ಬೂತ್‌ಗಳಲ್ಲಿ ಪೋಲಿಯೋ ಲಸಿಕೆ ಹಾಕಲಾಗುವುದು.: [295, 525, 505, 653]
- story-text: ಬಿಜೆಪಿ ನೇತೃತ್ವದ ಕೇಂದ್ರ ಸರ್ಕಾರವು ನ್ಯಾಷನಲ್ ಹೆರಾಲ್ಡ್ ಪ್ರಕರಣದಲ್ಲಿ ಕಾಂಗ್ರೆಸ್ ನಾಯಕರಾದ ಸೋನಿಯಾ ಗಾಂಧಿ ಹಾಗೂ ರಾಹುಲ್ ಗಾಂಧಿ ಅವರ ವಿರುದ್ಧ ಸುಳ್ಳು ಪ್ರಕರಣಗಳನ್ನು ದಾಖಲಿಸಿ ಅಪಪ್ರಚಾರ ನಡೆಸುತ್ತಿದೆ ಎಂದು ಆರೋಪಿಸಿ ಜಿಲ್ಲಾ ಕಾಂಗ್ರೆಸ್ ಸಮಿತಿ ವತಿಯಿಂದ ಪ್ರತಿಭಟನೆ ನಡೆಸಲಾಯಿತು. ನಗರದ ಶಿಡ್ಲಘಟ್ಟ ವೃತ್ತದಲ್ಲಿ ಕೇಂದ್ರ ಸರ್ಕಾರದ ವಿರುದ್ಧ ಘೋಷಣೆಗಳನ್ನು ಕೂಗಿದ ಕಾರ್ಯಕರ್ತರು, ಜಾರಿ ನಿರ್ದೇಶನಾಲಯವನ್ನು ದುರುಪಯೋಗ ಪಡಿಸಿಕೊಳ್ಳಲಾಗುತ್ತಿದೆ. ನ್ಯಾಯಾಲಯವೇ ಪ್ರಕರಣವನ್ನು ವಜಾಗೊಳಿಸಿದ್ದು ಸತ್ಯಕ್ಕೆ ಜಯ ಸಿಕ್ಕಿದೆ ಎಂದರು. ಈ ಸಂದರ್ಭದಲ್ಲಿ ಜಿಲ್ಲಾ ಕಾಂಗ್ರೆಸ್ ಅಧ್ಯಕ್ಷ ಕೇಶವರೆಡ್ಡಿ, ಮುಖಂಡರಾದ ಯಲುವಳ್ಳಿ ಎನ್. ರಮೇಶ್, ಬಾಬುರೆಡ್ಡಿ, ಪ್ರಕಾಶ್, ನಾರಾಯಣಸ್ವಾಮಿ ಹಾಗೂ ಕಾರ್ಯಕರ್ತರು ಹಾಜರಿದ್ದರು.: [962, 491, 1332, 580]
- photo-kho-kho-inauguration: [905, 1666, 1335, 1826]
- story-body: [295, 1080, 675, 1390]
- row-rule: [688, 1298, 1335, 1299]
- dateline: ಚಿಕ್ಕಬಳ್ಳಾಪುರ:: [625, 173, 667, 183]
- dateline: ಚಿಕ್ಕಬಳ್ಳಾಪುರ:: [695, 1343, 737, 1353]
- registration-marks: [830, 1994, 890, 2008]
- brief-body: [34, 182, 274, 520]
- story-body: [795, 1050, 1335, 1285]
- headline-journalists: ಕಾರ್ಯನಿರತ ಪತ್ರಕರ್ತರ ಸಂಘ ಪದಾಧಿಕಾರಿಗಳ ಅವಿರೋಧ ಆಯ್ಕೆ: [295, 1009, 663, 1066]
